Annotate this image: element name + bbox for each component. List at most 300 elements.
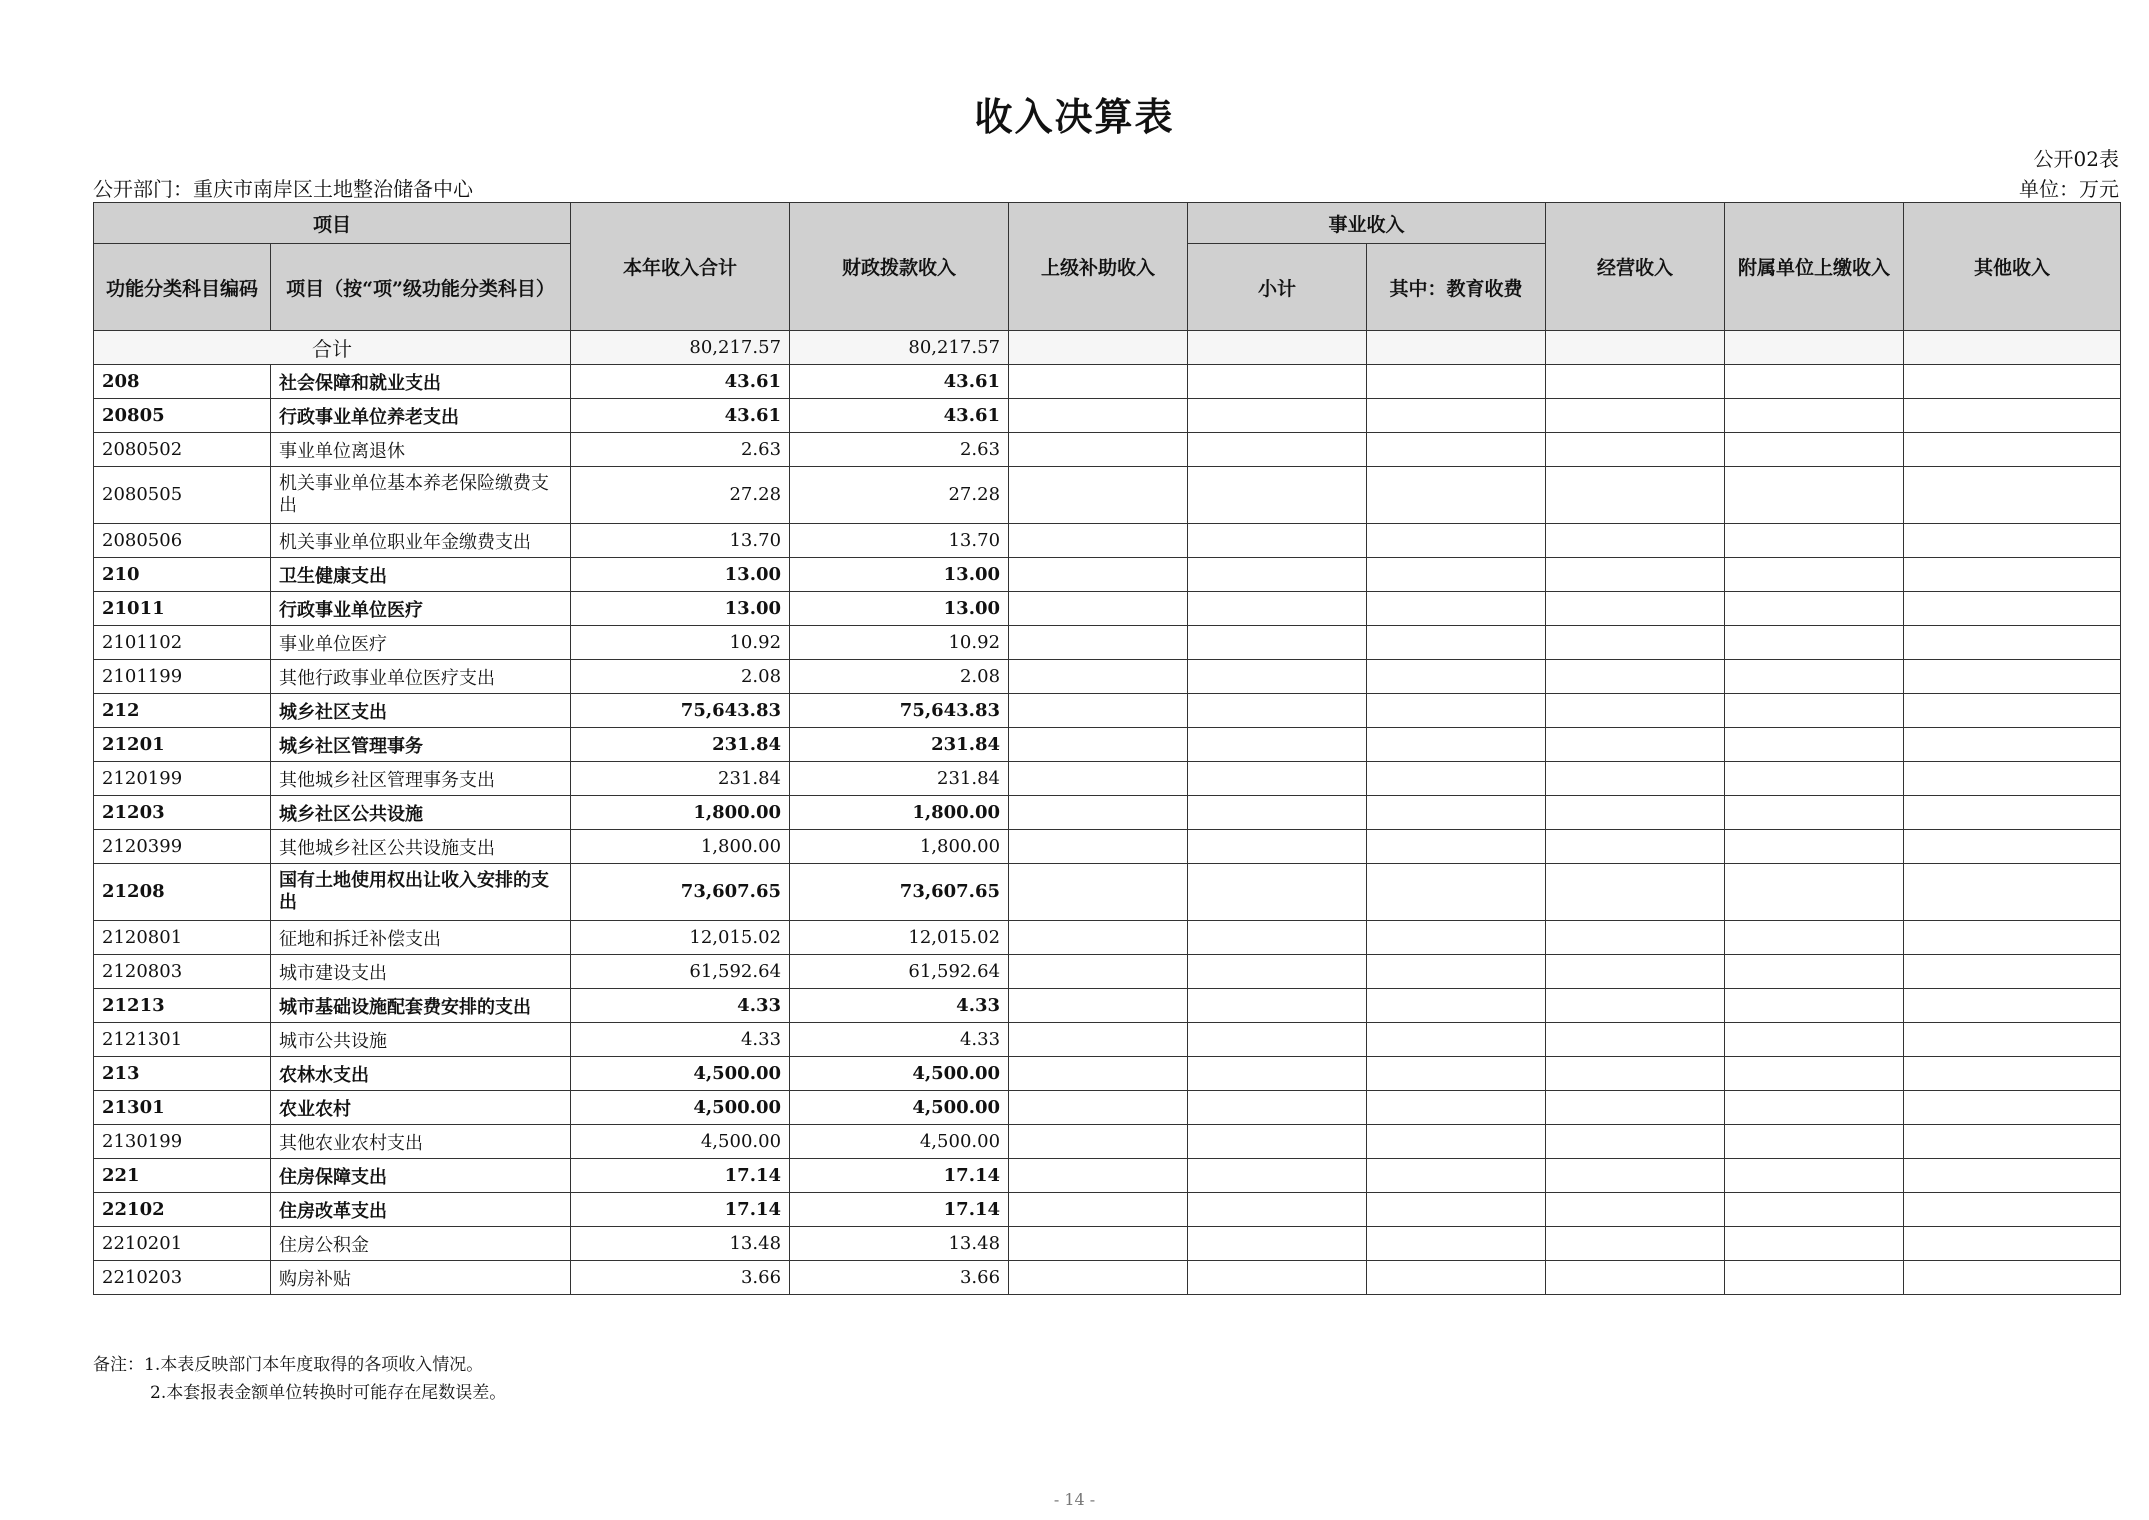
total-income-cell: 4.33	[571, 989, 790, 1023]
empty-cell	[1725, 1023, 1904, 1057]
fiscal-income-cell: 231.84	[790, 762, 1009, 796]
form-number: 公开02表	[2033, 147, 2119, 171]
table-row	[94, 989, 2121, 1023]
total-income-cell: 43.61	[571, 399, 790, 433]
empty-cell	[1367, 796, 1546, 830]
fiscal-income-cell: 2.08	[790, 660, 1009, 694]
item-name-cell: 住房保障支出	[271, 1159, 571, 1193]
table-row	[94, 1193, 2121, 1227]
empty-cell	[1725, 796, 1904, 830]
fiscal-income-cell: 231.84	[790, 728, 1009, 762]
empty-cell	[1367, 1193, 1546, 1227]
item-name-cell: 国有土地使用权出让收入安排的支出	[271, 864, 571, 921]
item-name-cell: 城乡社区管理事务	[271, 728, 571, 762]
empty-cell	[1725, 399, 1904, 433]
empty-cell	[1546, 660, 1725, 694]
func-code-cell: 2210203	[94, 1261, 271, 1295]
empty-cell	[1009, 1023, 1188, 1057]
empty-cell	[1904, 365, 2121, 399]
empty-cell	[1188, 1057, 1367, 1091]
empty-cell	[1546, 1057, 1725, 1091]
total-income-cell: 4,500.00	[571, 1091, 790, 1125]
table-row	[94, 558, 2121, 592]
empty-cell	[1546, 955, 1725, 989]
empty-cell	[1188, 660, 1367, 694]
table-row	[94, 433, 2121, 467]
func-code-cell: 21203	[94, 796, 271, 830]
empty-cell	[1188, 1261, 1367, 1295]
func-code-cell: 2120399	[94, 830, 271, 864]
empty-cell	[1009, 864, 1188, 921]
fiscal-income-cell: 17.14	[790, 1193, 1009, 1227]
func-code-cell: 2101102	[94, 626, 271, 660]
fiscal-income-cell: 1,800.00	[790, 830, 1009, 864]
total-income-cell: 4,500.00	[571, 1057, 790, 1091]
empty-cell	[1546, 467, 1725, 524]
func-code-cell: 2130199	[94, 1125, 271, 1159]
func-code-cell: 2080505	[94, 467, 271, 524]
empty-cell	[1546, 592, 1725, 626]
empty-cell	[1009, 331, 1188, 365]
empty-cell	[1904, 989, 2121, 1023]
empty-cell	[1904, 433, 2121, 467]
item-name-cell: 农林水支出	[271, 1057, 571, 1091]
total-income-cell: 12,015.02	[571, 921, 790, 955]
fiscal-income-cell: 43.61	[790, 399, 1009, 433]
empty-cell	[1009, 399, 1188, 433]
empty-cell	[1904, 955, 2121, 989]
table-row	[94, 660, 2121, 694]
empty-cell	[1188, 1193, 1367, 1227]
empty-cell	[1904, 626, 2121, 660]
empty-cell	[1367, 399, 1546, 433]
empty-cell	[1009, 955, 1188, 989]
empty-cell	[1904, 1159, 2121, 1193]
empty-cell	[1367, 1091, 1546, 1125]
empty-cell	[1367, 989, 1546, 1023]
table-row	[94, 796, 2121, 830]
table-row	[94, 864, 2121, 921]
func-code-cell: 208	[94, 365, 271, 399]
fiscal-income-cell: 10.92	[790, 626, 1009, 660]
item-name-cell: 城乡社区支出	[271, 694, 571, 728]
item-name-cell: 城市基础设施配套费安排的支出	[271, 989, 571, 1023]
empty-cell	[1009, 433, 1188, 467]
empty-cell	[1725, 921, 1904, 955]
empty-cell	[1009, 1159, 1188, 1193]
item-name-cell: 购房补贴	[271, 1261, 571, 1295]
fiscal-income-cell: 13.00	[790, 558, 1009, 592]
empty-cell	[1546, 830, 1725, 864]
table-row	[94, 728, 2121, 762]
empty-cell	[1188, 1023, 1367, 1057]
empty-cell	[1367, 830, 1546, 864]
empty-cell	[1367, 1057, 1546, 1091]
empty-cell	[1725, 660, 1904, 694]
empty-cell	[1725, 365, 1904, 399]
empty-cell	[1009, 830, 1188, 864]
table-row	[94, 399, 2121, 433]
empty-cell	[1009, 524, 1188, 558]
empty-cell	[1904, 1125, 2121, 1159]
header-item-name: 项目（按“项”级功能分类科目）	[271, 244, 571, 331]
func-code-cell: 2210201	[94, 1227, 271, 1261]
empty-cell	[1725, 524, 1904, 558]
table-row	[94, 1091, 2121, 1125]
total-income-cell: 231.84	[571, 728, 790, 762]
empty-cell	[1188, 467, 1367, 524]
total-row	[94, 331, 2121, 365]
header-operating: 经营收入	[1546, 203, 1725, 331]
empty-cell	[1188, 955, 1367, 989]
table-row	[94, 524, 2121, 558]
empty-cell	[1546, 1193, 1725, 1227]
empty-cell	[1546, 1091, 1725, 1125]
table-row	[94, 365, 2121, 399]
empty-cell	[1546, 694, 1725, 728]
empty-cell	[1188, 1125, 1367, 1159]
empty-cell	[1367, 1023, 1546, 1057]
header-other: 其他收入	[1904, 203, 2121, 331]
header-fiscal: 财政拨款收入	[790, 203, 1009, 331]
total-income-cell: 2.63	[571, 433, 790, 467]
total-income-cell: 61,592.64	[571, 955, 790, 989]
empty-cell	[1725, 558, 1904, 592]
empty-cell	[1546, 433, 1725, 467]
func-code-cell: 21208	[94, 864, 271, 921]
empty-cell	[1188, 592, 1367, 626]
empty-cell	[1546, 796, 1725, 830]
empty-cell	[1725, 864, 1904, 921]
empty-cell	[1009, 762, 1188, 796]
empty-cell	[1725, 1125, 1904, 1159]
func-code-cell: 213	[94, 1057, 271, 1091]
empty-cell	[1546, 331, 1725, 365]
empty-cell	[1009, 694, 1188, 728]
empty-cell	[1009, 660, 1188, 694]
table-row	[94, 626, 2121, 660]
item-name-cell: 住房公积金	[271, 1227, 571, 1261]
empty-cell	[1188, 1159, 1367, 1193]
header-education: 其中：教育收费	[1367, 244, 1546, 331]
item-name-cell: 机关事业单位基本养老保险缴费支出	[271, 467, 571, 524]
func-code-cell: 2101199	[94, 660, 271, 694]
empty-cell	[1188, 796, 1367, 830]
page-title: 收入决算表	[974, 94, 1175, 139]
total-income-cell: 13.48	[571, 1227, 790, 1261]
item-name-cell: 卫生健康支出	[271, 558, 571, 592]
empty-cell	[1009, 989, 1188, 1023]
empty-cell	[1188, 728, 1367, 762]
empty-cell	[1546, 1159, 1725, 1193]
page-number: - 14 -	[1053, 1490, 1096, 1509]
table-row	[94, 1057, 2121, 1091]
empty-cell	[1904, 1261, 2121, 1295]
func-code-cell: 21301	[94, 1091, 271, 1125]
header-func-code: 功能分类科目编码	[94, 244, 271, 331]
empty-cell	[1188, 331, 1367, 365]
total-income-cell: 43.61	[571, 365, 790, 399]
func-code-cell: 2120801	[94, 921, 271, 955]
empty-cell	[1367, 524, 1546, 558]
empty-cell	[1904, 1057, 2121, 1091]
empty-cell	[1725, 728, 1904, 762]
table-row	[94, 921, 2121, 955]
empty-cell	[1725, 592, 1904, 626]
empty-cell	[1188, 365, 1367, 399]
empty-cell	[1546, 921, 1725, 955]
func-code-cell: 221	[94, 1159, 271, 1193]
empty-cell	[1009, 1193, 1188, 1227]
func-code-cell: 20805	[94, 399, 271, 433]
empty-cell	[1188, 558, 1367, 592]
empty-cell	[1188, 989, 1367, 1023]
empty-cell	[1009, 1125, 1188, 1159]
fiscal-income-cell: 4.33	[790, 1023, 1009, 1057]
item-name-cell: 事业单位离退休	[271, 433, 571, 467]
item-name-cell: 其他行政事业单位医疗支出	[271, 660, 571, 694]
empty-cell	[1546, 558, 1725, 592]
empty-cell	[1725, 955, 1904, 989]
total-fiscal: 80,217.57	[790, 331, 1009, 365]
item-name-cell: 城市建设支出	[271, 955, 571, 989]
empty-cell	[1188, 830, 1367, 864]
func-code-cell: 2080506	[94, 524, 271, 558]
fiscal-income-cell: 73,607.65	[790, 864, 1009, 921]
item-name-cell: 行政事业单位养老支出	[271, 399, 571, 433]
empty-cell	[1725, 626, 1904, 660]
fiscal-income-cell: 43.61	[790, 365, 1009, 399]
fiscal-income-cell: 27.28	[790, 467, 1009, 524]
empty-cell	[1546, 524, 1725, 558]
empty-cell	[1009, 467, 1188, 524]
empty-cell	[1009, 626, 1188, 660]
empty-cell	[1725, 762, 1904, 796]
item-name-cell: 城市公共设施	[271, 1023, 571, 1057]
empty-cell	[1904, 524, 2121, 558]
total-income-cell: 17.14	[571, 1193, 790, 1227]
table-row	[94, 1261, 2121, 1295]
func-code-cell: 22102	[94, 1193, 271, 1227]
item-name-cell: 城乡社区公共设施	[271, 796, 571, 830]
func-code-cell: 2120199	[94, 762, 271, 796]
header-item-group: 项目	[94, 203, 571, 244]
empty-cell	[1725, 433, 1904, 467]
table-row	[94, 467, 2121, 524]
fiscal-income-cell: 4,500.00	[790, 1057, 1009, 1091]
note-1: 备注：1.本表反映部门本年度取得的各项收入情况。	[93, 1355, 484, 1375]
table-row	[94, 830, 2121, 864]
empty-cell	[1904, 592, 2121, 626]
empty-cell	[1904, 1091, 2121, 1125]
empty-cell	[1904, 796, 2121, 830]
item-name-cell: 征地和拆迁补偿支出	[271, 921, 571, 955]
table-row	[94, 955, 2121, 989]
empty-cell	[1367, 1261, 1546, 1295]
table-row	[94, 1023, 2121, 1057]
empty-cell	[1367, 728, 1546, 762]
empty-cell	[1188, 524, 1367, 558]
empty-cell	[1009, 1091, 1188, 1125]
fiscal-income-cell: 61,592.64	[790, 955, 1009, 989]
empty-cell	[1009, 728, 1188, 762]
empty-cell	[1546, 864, 1725, 921]
fiscal-income-cell: 4.33	[790, 989, 1009, 1023]
empty-cell	[1367, 433, 1546, 467]
empty-cell	[1367, 955, 1546, 989]
empty-cell	[1009, 796, 1188, 830]
empty-cell	[1367, 1227, 1546, 1261]
empty-cell	[1904, 728, 2121, 762]
empty-cell	[1188, 1091, 1367, 1125]
empty-cell	[1725, 331, 1904, 365]
table-row	[94, 762, 2121, 796]
empty-cell	[1904, 762, 2121, 796]
empty-cell	[1725, 467, 1904, 524]
header-subtotal: 小计	[1188, 244, 1367, 331]
empty-cell	[1367, 921, 1546, 955]
total-amount: 80,217.57	[571, 331, 790, 365]
func-code-cell: 2120803	[94, 955, 271, 989]
item-name-cell: 其他城乡社区管理事务支出	[271, 762, 571, 796]
fiscal-income-cell: 17.14	[790, 1159, 1009, 1193]
empty-cell	[1546, 989, 1725, 1023]
header-total-income: 本年收入合计	[571, 203, 790, 331]
total-income-cell: 3.66	[571, 1261, 790, 1295]
empty-cell	[1546, 762, 1725, 796]
empty-cell	[1904, 1193, 2121, 1227]
fiscal-income-cell: 2.63	[790, 433, 1009, 467]
empty-cell	[1904, 1023, 2121, 1057]
empty-cell	[1904, 558, 2121, 592]
total-income-cell: 10.92	[571, 626, 790, 660]
total-income-cell: 13.70	[571, 524, 790, 558]
empty-cell	[1188, 762, 1367, 796]
empty-cell	[1367, 331, 1546, 365]
empty-cell	[1904, 399, 2121, 433]
item-name-cell: 农业农村	[271, 1091, 571, 1125]
empty-cell	[1367, 626, 1546, 660]
empty-cell	[1546, 365, 1725, 399]
empty-cell	[1904, 467, 2121, 524]
item-name-cell: 其他城乡社区公共设施支出	[271, 830, 571, 864]
empty-cell	[1904, 864, 2121, 921]
empty-cell	[1009, 1227, 1188, 1261]
func-code-cell: 21213	[94, 989, 271, 1023]
empty-cell	[1188, 694, 1367, 728]
func-code-cell: 212	[94, 694, 271, 728]
empty-cell	[1546, 728, 1725, 762]
empty-cell	[1904, 660, 2121, 694]
empty-cell	[1904, 694, 2121, 728]
empty-cell	[1546, 1261, 1725, 1295]
empty-cell	[1367, 592, 1546, 626]
empty-cell	[1188, 626, 1367, 660]
empty-cell	[1725, 1193, 1904, 1227]
fiscal-income-cell: 12,015.02	[790, 921, 1009, 955]
empty-cell	[1904, 921, 2121, 955]
empty-cell	[1725, 830, 1904, 864]
func-code-cell: 2080502	[94, 433, 271, 467]
empty-cell	[1904, 1227, 2121, 1261]
table-row	[94, 1227, 2121, 1261]
table-row	[94, 1159, 2121, 1193]
empty-cell	[1367, 365, 1546, 399]
header-affiliated: 附属单位上缴收入	[1725, 203, 1904, 331]
fiscal-income-cell: 13.00	[790, 592, 1009, 626]
empty-cell	[1188, 433, 1367, 467]
empty-cell	[1009, 1261, 1188, 1295]
empty-cell	[1725, 1159, 1904, 1193]
empty-cell	[1188, 864, 1367, 921]
note-2: 2.本套报表金额单位转换时可能存在尾数误差。	[150, 1383, 507, 1403]
func-code-cell: 2121301	[94, 1023, 271, 1057]
total-income-cell: 27.28	[571, 467, 790, 524]
total-income-cell: 13.00	[571, 592, 790, 626]
empty-cell	[1725, 1261, 1904, 1295]
empty-cell	[1546, 626, 1725, 660]
total-label: 合计	[94, 331, 571, 365]
total-income-cell: 4,500.00	[571, 1125, 790, 1159]
func-code-cell: 21011	[94, 592, 271, 626]
table-row	[94, 1125, 2121, 1159]
empty-cell	[1009, 558, 1188, 592]
empty-cell	[1009, 1057, 1188, 1091]
total-income-cell: 2.08	[571, 660, 790, 694]
empty-cell	[1546, 399, 1725, 433]
item-name-cell: 社会保障和就业支出	[271, 365, 571, 399]
item-name-cell: 机关事业单位职业年金缴费支出	[271, 524, 571, 558]
total-income-cell: 1,800.00	[571, 830, 790, 864]
func-code-cell: 210	[94, 558, 271, 592]
fiscal-income-cell: 13.70	[790, 524, 1009, 558]
empty-cell	[1725, 694, 1904, 728]
fiscal-income-cell: 75,643.83	[790, 694, 1009, 728]
empty-cell	[1546, 1227, 1725, 1261]
fiscal-income-cell: 3.66	[790, 1261, 1009, 1295]
table-row	[94, 694, 2121, 728]
empty-cell	[1367, 762, 1546, 796]
item-name-cell: 事业单位医疗	[271, 626, 571, 660]
empty-cell	[1725, 1057, 1904, 1091]
total-income-cell: 17.14	[571, 1159, 790, 1193]
func-code-cell: 21201	[94, 728, 271, 762]
unit-label: 单位：万元	[2019, 177, 2119, 201]
fiscal-income-cell: 4,500.00	[790, 1091, 1009, 1125]
total-income-cell: 4.33	[571, 1023, 790, 1057]
empty-cell	[1367, 660, 1546, 694]
table-row	[94, 592, 2121, 626]
empty-cell	[1904, 331, 2121, 365]
empty-cell	[1367, 694, 1546, 728]
empty-cell	[1725, 989, 1904, 1023]
empty-cell	[1367, 467, 1546, 524]
empty-cell	[1367, 1125, 1546, 1159]
total-income-cell: 231.84	[571, 762, 790, 796]
empty-cell	[1367, 558, 1546, 592]
empty-cell	[1188, 921, 1367, 955]
total-income-cell: 75,643.83	[571, 694, 790, 728]
empty-cell	[1546, 1125, 1725, 1159]
fiscal-income-cell: 4,500.00	[790, 1125, 1009, 1159]
empty-cell	[1009, 592, 1188, 626]
empty-cell	[1367, 864, 1546, 921]
header-business-group: 事业收入	[1188, 203, 1546, 244]
empty-cell	[1367, 1159, 1546, 1193]
item-name-cell: 行政事业单位医疗	[271, 592, 571, 626]
fiscal-income-cell: 13.48	[790, 1227, 1009, 1261]
fiscal-income-cell: 1,800.00	[790, 796, 1009, 830]
